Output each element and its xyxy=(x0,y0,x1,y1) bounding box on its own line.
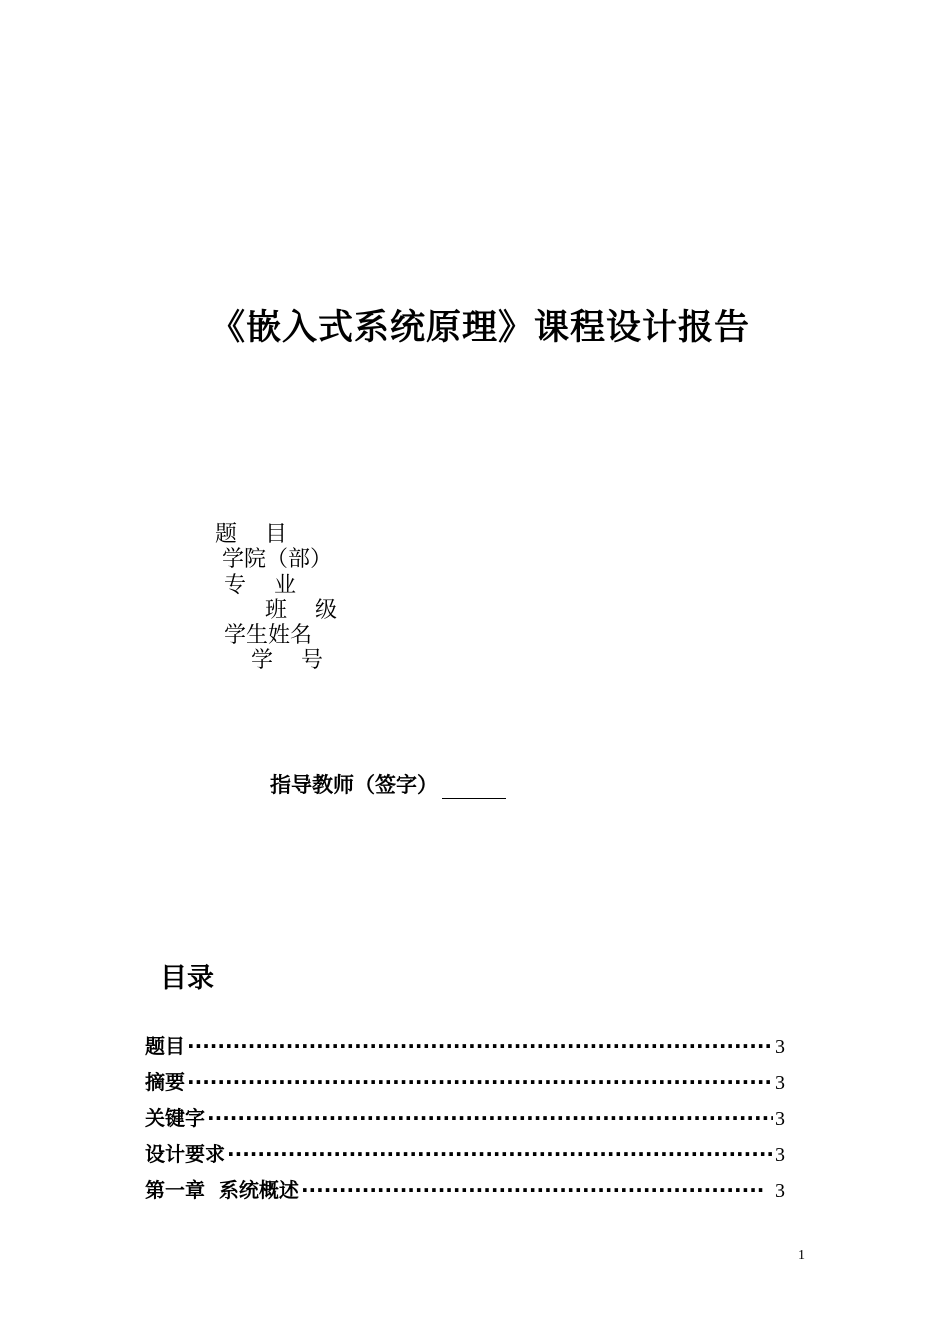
toc-entry[interactable] xyxy=(145,1066,785,1102)
field-label-major: 专 业 xyxy=(224,573,296,598)
field-label-college: 学院（部） xyxy=(222,547,333,572)
page-number: 1 xyxy=(798,1248,805,1263)
advisor-signature-label: 指导教师（签字） xyxy=(270,773,438,797)
toc-entry-label: 摘要 xyxy=(145,1070,185,1094)
toc-leader-dots xyxy=(301,1178,763,1202)
toc-entry-page: 3 xyxy=(775,1108,785,1130)
advisor-signature xyxy=(270,769,506,799)
toc-entry-label: 设计要求 xyxy=(145,1142,225,1166)
signature-line xyxy=(442,778,506,799)
toc-leader-dots xyxy=(227,1142,773,1166)
toc-heading: 目录 xyxy=(160,963,214,994)
report-title: 《嵌入式系统原理》课程设计报告 xyxy=(209,308,750,348)
field-label-student-id: 学 号 xyxy=(251,648,323,673)
field-label-topic: 题 目 xyxy=(215,522,287,547)
toc-entry-label: 关键字 xyxy=(145,1106,205,1130)
toc-entry-page: 3 xyxy=(775,1180,785,1202)
toc-leader-dots xyxy=(187,1034,773,1058)
toc-entry-label: 第一章 系统概述 xyxy=(145,1178,299,1202)
field-label-class: 班 级 xyxy=(265,598,337,623)
field-label-student-name: 学生姓名 xyxy=(224,623,313,648)
toc-leader-dots xyxy=(207,1106,773,1130)
toc-entry[interactable] xyxy=(145,1030,785,1066)
toc-entry-label: 题目 xyxy=(145,1034,185,1058)
toc-entry[interactable] xyxy=(145,1102,785,1138)
table-of-contents xyxy=(145,1030,785,1210)
toc-entry-page: 3 xyxy=(775,1072,785,1094)
toc-leader-dots xyxy=(187,1070,773,1094)
toc-entry-page: 3 xyxy=(775,1036,785,1058)
toc-entry-page: 3 xyxy=(775,1144,785,1166)
toc-entry[interactable] xyxy=(145,1174,785,1210)
toc-entry[interactable] xyxy=(145,1138,785,1174)
